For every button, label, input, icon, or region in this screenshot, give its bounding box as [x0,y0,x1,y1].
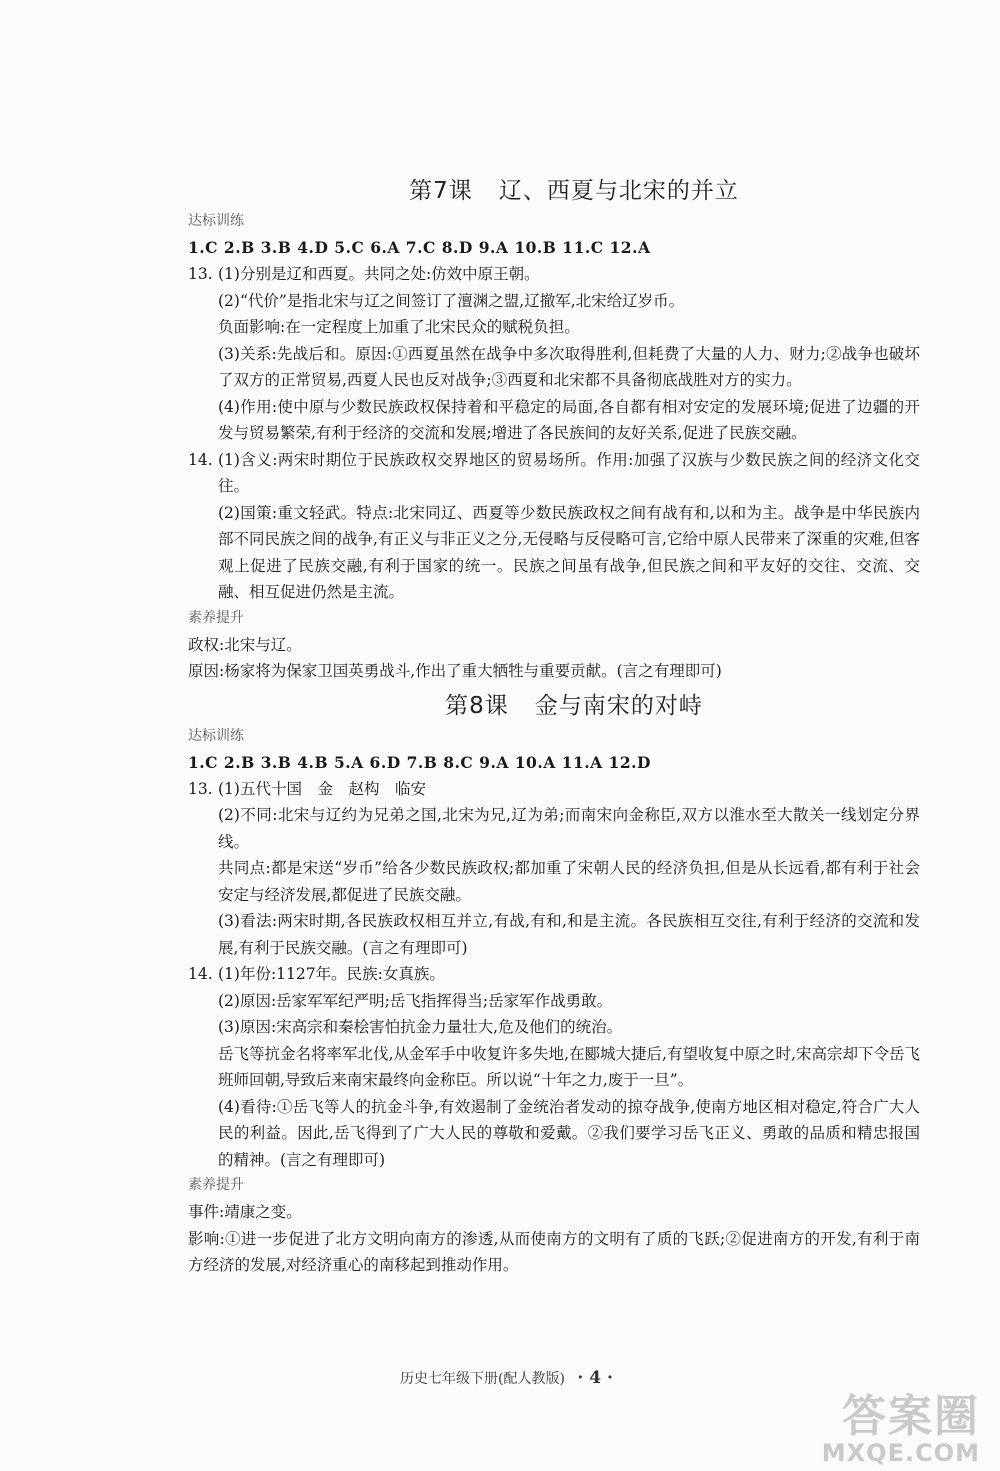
section-label-practice: 达标训练 [188,213,244,229]
answer-part: (2)国策:重文轻武。特点:北宋同辽、西夏等少数民族政权之间有战有和,以和为主。战争是中华民族内部不同民族之间的战争,有正义与非正义之分,无侵略与反侵略可言,它给中原人民带来了深重的灾难,但客观上促进了民族交融,有利于国家的统一。民族之间虽有战争,但民族之间和平友好的交往、交流、交融、相互促进仍然是主流。 [218,503,920,601]
answer-part: (3)原因:宋高宗和秦桧害怕抗金力量壮大,危及他们的统治。 [218,1018,623,1036]
answer-part: 岳飞等抗金名将率军北伐,从金军手中收复许多失地,在郾城大捷后,有望收复中原之时,宋高宗却下令岳飞班师回朝,导致后来南宋最终向金称臣。所以说“十年之力,废于一旦”。 [218,1044,920,1089]
lesson-name: 辽、西夏与北宋的并立 [498,178,739,204]
enhancement-line: 原因:杨家将为保家卫国英勇战斗,作出了重大牺牲与重要贡献。(言之有理即可) [188,662,722,680]
question-number: 14. [188,965,213,983]
lesson-8-title [188,687,920,720]
multiple-choice-answers: 1.C 2.B 3.B 4.D 5.C 6.A 7.C 8.D 9.A 10.B 11.C 12.A [188,238,651,257]
lesson-7-title [188,172,920,205]
lesson-number: 第7课 [409,178,473,204]
section-label-enhancement: 素养提升 [188,609,244,626]
page-number: · 4 · [577,1368,613,1388]
enhancement-line: 事件:靖康之变。 [188,1203,302,1221]
answer-part: (1)年份:1127年。民族:女真族。 [218,965,445,983]
question-14 [188,961,920,1173]
watermark-logo-text: 答案圈 [842,1391,980,1442]
answer-part: (1)含义:两宋时期位于民族政权交界地区的贸易场所。作用:加强了汉族与少数民族之间的经济文化交往。 [218,450,920,495]
multiple-choice-answers: 1.C 2.B 3.B 4.B 5.A 6.D 7.B 8.C 9.A 10.A 11.A 12.D [188,752,651,772]
answer-part: 负面影响:在一定程度上加重了北宋民众的赋税负担。 [218,318,580,336]
question-number: 14. [188,450,213,469]
lesson-name: 金与南宋的对峙 [534,692,703,719]
question-number: 13. [188,779,213,798]
book-title: 历史七年级下册(配人教版) [400,1371,565,1387]
answer-part: 共同点:都是宋送“岁币”给各少数民族政权;都加重了宋朝人民的经济负担,但是从长远看,都有利于社会安定与经济发展,都促进了民族交融。 [218,859,920,904]
answer-part: (2)原因:岳家军军纪严明;岳飞指挥得当;岳家军作战勇敢。 [218,991,613,1010]
answer-part: (2)“代价”是指北宋与辽之间签订了澶渊之盟,辽撤军,北宋给辽岁币。 [218,291,685,310]
answer-page [188,172,920,1279]
page-footer [400,1368,613,1388]
answer-part: (3)关系:先战后和。原因:①西夏虽然在战争中多次取得胜利,但耗费了大量的人力、财力;②战争也破坏了双方的正常贸易,西夏人民也反对战争;③西夏和北宋都不具备彻底战胜对方的实力。 [218,344,920,389]
answer-part: (1)分别是辽和西夏。共同之处:仿效中原王朝。 [218,265,540,283]
answer-part: (4)看待:①岳飞等人的抗金斗争,有效遏制了金统治者发动的掠夺战争,使南方地区相对稳定,符合广大人民的利益。因此,岳飞得到了广大人民的尊敬和爱戴。②我们要学习岳飞正义、勇敢的品质和精忠报国的精神。(言之有理即可) [218,1097,920,1169]
question-13 [188,776,920,962]
enhancement-line: 政权:北宋与辽。 [188,635,302,654]
section-label-enhancement: 素养提升 [188,1177,244,1193]
lesson-number: 第8课 [445,692,509,719]
answer-part: (4)作用:使中原与少数民族政权保持着和平稳定的局面,各自都有相对安定的发展环境;促进了边疆的开发与贸易繁荣,有利于经济的交流和发展;增进了各民族间的友好关系,促进了民族交融。 [218,397,920,442]
site-watermark [821,1391,980,1467]
question-number: 13. [188,265,213,283]
question-14 [188,447,920,606]
watermark-url: MXQE.COM [821,1439,980,1467]
section-label-practice: 达标训练 [188,727,244,744]
question-13 [188,261,920,447]
answer-part: (2)不同:北宋与辽约为兄弟之国,北宋为兄,辽为弟;而南宋向金称臣,双方以淮水至大散关一线划定分界线。 [218,806,920,851]
enhancement-line: 影响:①进一步促进了北方文明向南方的渗透,从而使南方的文明有了质的飞跃;②促进南方的开发,有利于南方经济的发展,对经济重心的南移起到推动作用。 [188,1229,920,1274]
answer-part: (1)五代十国 金 赵构 临安 [218,779,426,798]
answer-part: (3)看法:两宋时期,各民族政权相互并立,有战,有和,和是主流。各民族相互交往,有利于经济的交流和发展,有利于民族交融。(言之有理即可) [218,912,920,957]
